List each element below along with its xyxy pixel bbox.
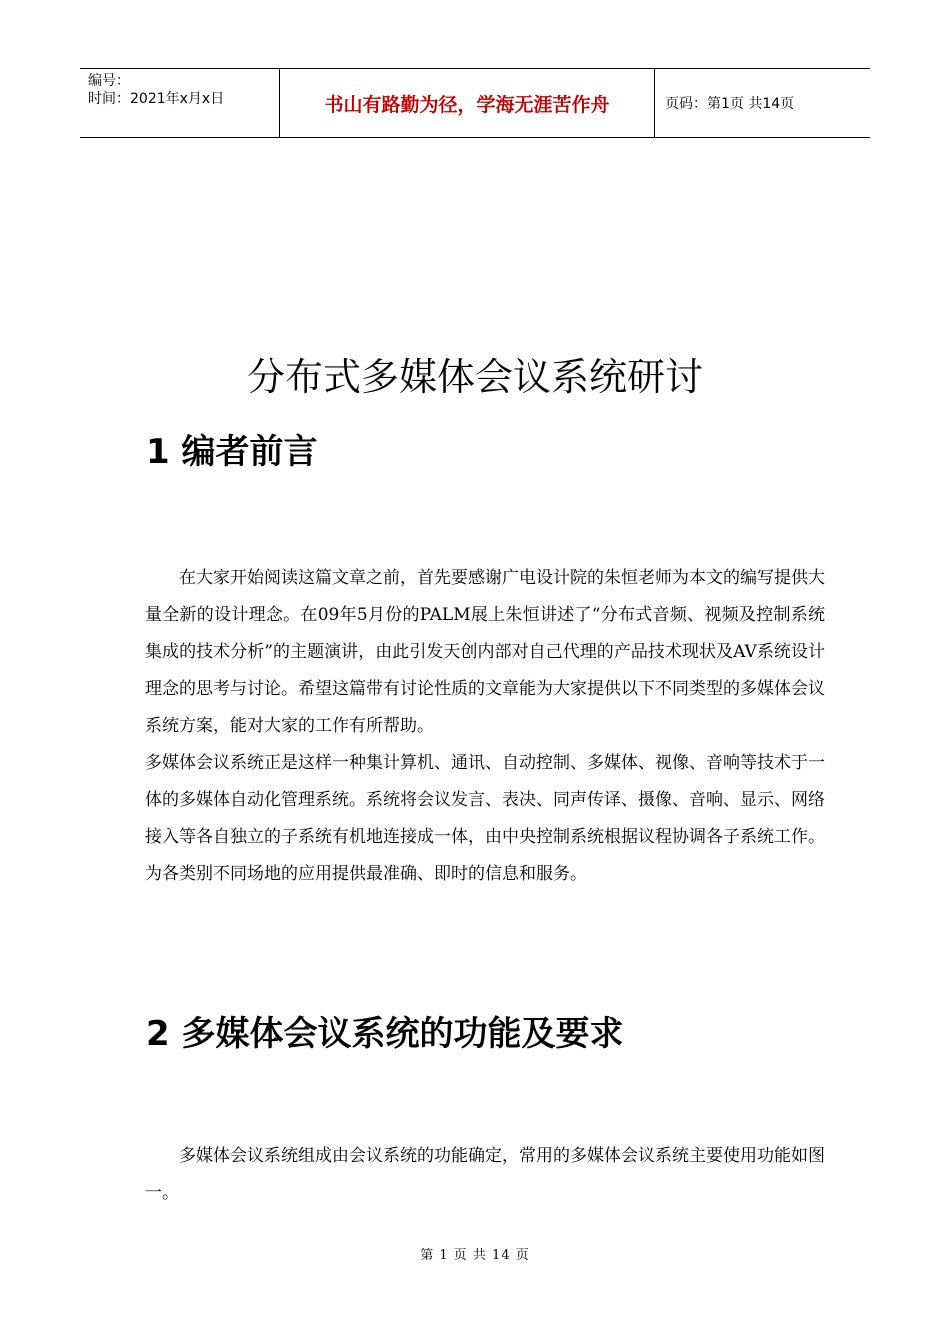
section2-paragraph-1: 多媒体会议系统组成由会议系统的功能确定，常用的多媒体会议系统主要使用功能如图一。 — [145, 1146, 825, 1203]
section1-body — [145, 560, 825, 893]
header-page-info: 页码：第1页 共14页 — [665, 96, 795, 112]
section1-paragraph-2: 多媒体会议系统正是这样一种集计算机、通讯、自动控制、多媒体、视像、音响等技术于一体的多媒体自动化管理系统。系统将会议发言、表决、同声传译、摄像、音响、显示、网络接入等各自独立的子系统有机地连接成一体，由中央控制系统根据议程协调各子系统工作。为各类别不同场地的应用提供最准确、即时的信息和服务。 — [145, 753, 825, 884]
document-title: 分布式多媒体会议系统研讨 — [246, 355, 703, 399]
header-number-label: 编号： — [88, 73, 130, 89]
section2-body — [145, 1138, 825, 1212]
section1-heading: 1 编者前言 — [146, 432, 318, 472]
header-meta-cell — [80, 69, 280, 137]
header-motto: 书山有路勤为径，学海无涯苦作舟 — [280, 69, 655, 137]
page-footer: 第 1 页 共 14 页 — [420, 1248, 530, 1263]
section1-paragraph-1: 在大家开始阅读这篇文章之前，首先要感谢广电设计院的朱恒老师为本文的编写提供大量全新的设计理念。在09年5月份的PALM展上朱恒讲述了“分布式音频、视频及控制系统集成的技术分析”的主题演讲，由此引发天创内部对自己代理的产品技术现状及AV系统设计理念的思考与讨论。希望这篇带有讨论性质的文章能为大家提供以下不同类型的多媒体会议系统方案，能对大家的工作有所帮助。 — [145, 568, 825, 736]
page-header — [80, 68, 870, 138]
header-time-label: 时间：2021年x月x日 — [88, 91, 225, 107]
section2-heading: 2 多媒体会议系统的功能及要求 — [146, 1014, 624, 1054]
